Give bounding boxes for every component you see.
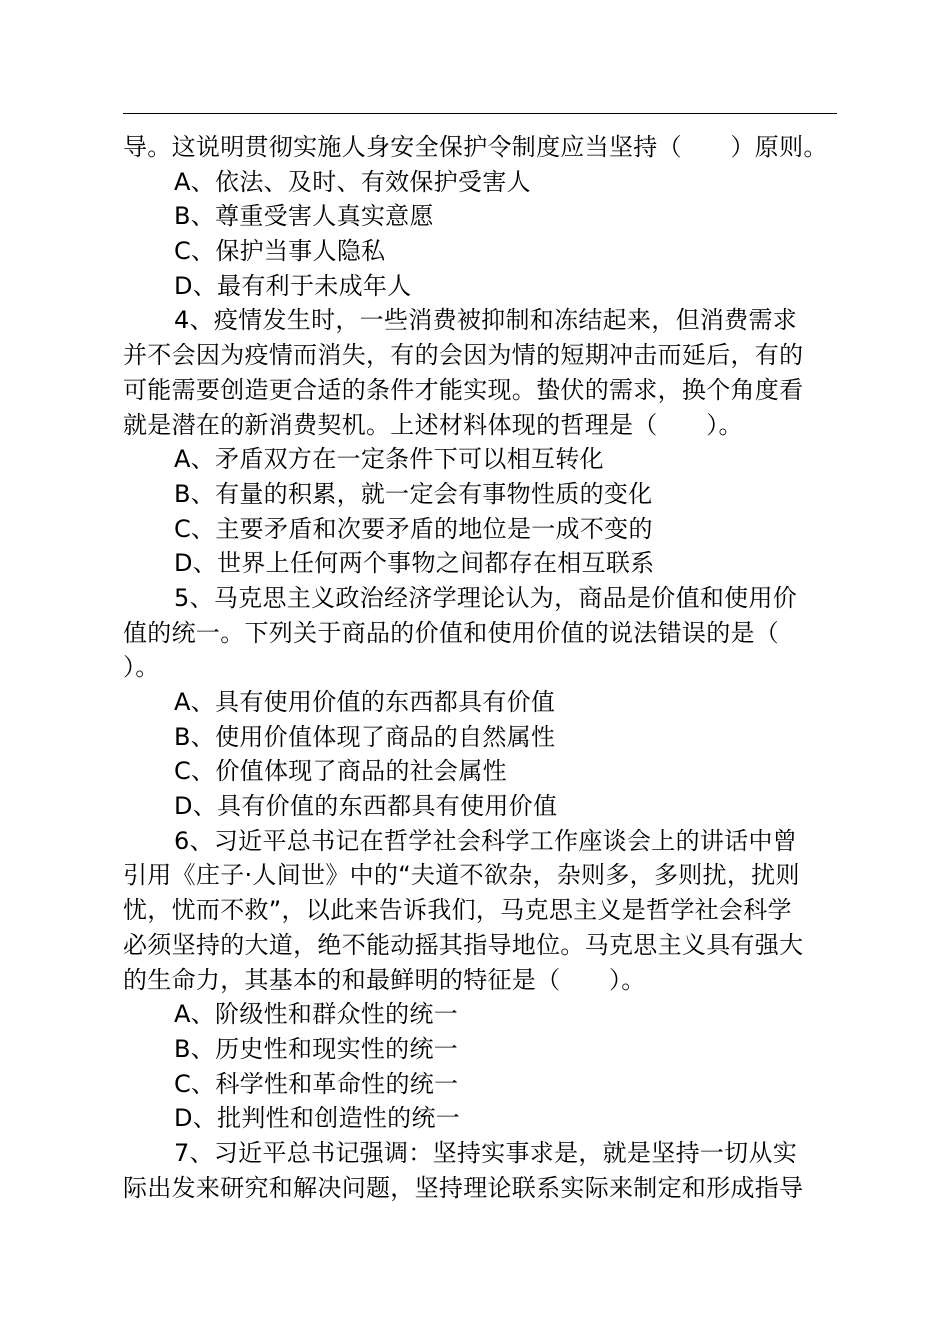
question-3-option-c: C、保护当事人隐私 (174, 237, 386, 266)
question-6-option-a: A、阶级性和群众性的统一 (174, 1000, 459, 1029)
question-5-stem-line: 5、马克思主义政治经济学理论认为，商品是价值和使用价 (174, 583, 798, 612)
question-5-stem-line: 值的统一。下列关于商品的价值和使用价值的说法错误的是（ (123, 618, 780, 647)
question-5-option-a: A、具有使用价值的东西都具有价值 (174, 688, 556, 716)
question-7-stem-line: 7、习近平总书记强调：坚持实事求是，就是坚持一切从实 (174, 1138, 798, 1167)
question-4-stem-line: 可能需要创造更合适的条件才能实现。蛰伏的需求，换个角度看 (123, 375, 804, 404)
question-4-stem-line: 并不会因为疫情而消失，有的会因为情的短期冲击而延后，有的 (123, 341, 804, 370)
question-4-option-b: B、有量的积累，就一定会有事物性质的变化 (174, 479, 653, 508)
question-3-stem-line: 导。这说明贯彻实施人身安全保护令制度应当坚持（ ）原则。 (123, 133, 828, 161)
question-6-stem-line: 必须坚持的大道，绝不能动摇其指导地位。马克思主义具有强大 (123, 930, 804, 959)
question-3-option-d: D、最有利于未成年人 (174, 271, 412, 300)
question-4-option-c: C、主要矛盾和次要矛盾的地位是一成不变的 (174, 514, 653, 543)
question-6-option-d: D、批判性和创造性的统一 (174, 1104, 461, 1133)
question-6-stem-line: 6、习近平总书记在哲学社会科学工作座谈会上的讲话中曾 (174, 826, 798, 855)
question-4-option-d: D、世界上任何两个事物之间都存在相互联系 (174, 549, 655, 578)
question-5-stem-line: ）。 (123, 653, 160, 682)
question-6-stem-line: 忧，忧而不救”，以此来告诉我们，马克思主义是哲学社会科学 (123, 896, 792, 925)
question-5-option-b: B、使用价值体现了商品的自然属性 (174, 722, 556, 751)
question-4-stem-line: 就是潜在的新消费契机。上述材料体现的哲理是（ ）。 (123, 410, 743, 439)
question-5-option-c: C、价值体现了商品的社会属性 (174, 757, 507, 786)
question-4-option-a: A、矛盾双方在一定条件下可以相互转化 (174, 445, 604, 474)
document-body (123, 130, 837, 1205)
question-3-option-b: B、尊重受害人真实意愿 (174, 202, 434, 231)
question-3-option-a: A、依法、及时、有效保护受害人 (174, 167, 531, 196)
question-6-option-b: B、历史性和现实性的统一 (174, 1034, 459, 1063)
question-6-stem-line: 的生命力，其基本的和最鲜明的特征是（ ）。 (123, 965, 646, 994)
question-4-stem-line: 4、疫情发生时，一些消费被抑制和冻结起来，但消费需求 (174, 306, 798, 335)
question-5-option-d: D、具有价值的东西都具有使用价值 (174, 792, 558, 821)
question-7-stem-line: 际出发来研究和解决问题，坚持理论联系实际来制定和形成指导 (123, 1173, 804, 1202)
question-6-option-c: C、科学性和革命性的统一 (174, 1069, 459, 1098)
question-6-stem-line: 引用《庄子·人间世》中的“夫道不欲杂，杂则多，多则扰，扰则 (123, 861, 800, 890)
header-rule (123, 113, 837, 114)
